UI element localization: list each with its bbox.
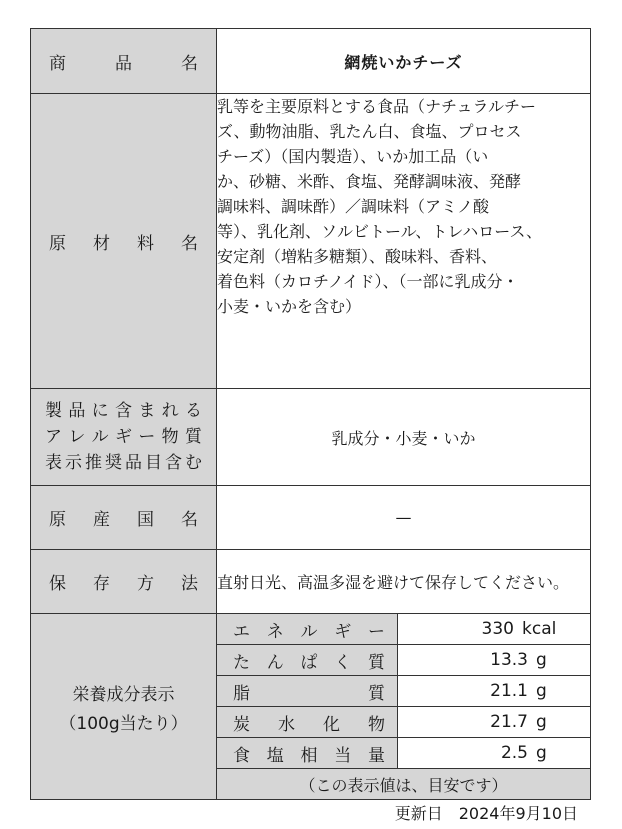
nutrition-row-fat [217, 676, 590, 707]
label-char: 保 [49, 574, 66, 594]
nutrient-amount: 2.5 g [398, 738, 591, 769]
nutrient-amount: 330 kcal [398, 614, 591, 645]
nutrition-facts [217, 614, 591, 800]
label-char: 国 [137, 510, 154, 530]
nutrient-name: 脂 質 [217, 676, 398, 707]
row-product-name [31, 29, 591, 94]
ingredients-line: 着色料（カロチノイド）、（一部に乳成分・ [217, 272, 519, 291]
ingredients-line: 乳等を主要原料とする食品（ナチュラルチー [217, 97, 537, 116]
nutrition-row-energy [217, 614, 590, 645]
origin-value: — [217, 486, 591, 550]
row-origin [31, 486, 591, 550]
allergen-label [31, 389, 217, 486]
label-char: 商 [49, 53, 66, 74]
updated-date: 更新日 2024年9月10日 [394, 804, 578, 823]
nutrition-table [217, 614, 590, 799]
label-char: 方 [137, 574, 154, 594]
ingredients-label [31, 94, 217, 389]
label-char: 原 [49, 510, 66, 530]
row-storage [31, 550, 591, 614]
nutrient-name: エ ネ ル ギ ー [217, 614, 398, 645]
label-char: 材 [93, 233, 110, 254]
nutrient-name: 炭 水 化 物 [217, 707, 398, 738]
ingredients-line: か、砂糖、米酢、食塩、発酵調味液、発酵 [217, 172, 522, 191]
label-char: 産 [93, 510, 110, 530]
label-char: 料 [137, 233, 154, 254]
label-char: 法 [181, 574, 198, 594]
nutrition-title: 栄養成分表示 [72, 684, 175, 705]
nutrition-row-carbohydrate [217, 707, 590, 738]
nutrient-name: 食 塩 相 当 量 [217, 738, 398, 769]
nutrition-label [31, 614, 217, 800]
nutrition-row-salt [217, 738, 590, 769]
storage-value: 直射日光、高温多湿を避けて保存してください。 [217, 550, 591, 614]
label-char: 品 [115, 53, 132, 74]
product-name-label [31, 29, 217, 94]
ingredients-line: 等）、乳化剤、ソルビトール、トレハロース、 [217, 222, 542, 241]
product-name-value: 網焼いかチーズ [217, 29, 591, 94]
ingredients-line: 安定剤（増粘多糖類）、酸味料、香料、 [217, 247, 498, 266]
food-label-table [30, 28, 591, 800]
storage-label [31, 550, 217, 614]
nutrition-row-protein [217, 645, 590, 676]
row-allergen [31, 389, 591, 486]
row-ingredients [31, 94, 591, 389]
label-char: 原 [49, 233, 66, 254]
ingredients-line: ズ、動物油脂、乳たん白、食塩、プロセス [217, 122, 522, 141]
label-char: 名 [181, 510, 198, 530]
ingredients-line: 小麦・いかを含む） [217, 297, 362, 316]
origin-label [31, 486, 217, 550]
label-char: 存 [93, 574, 110, 594]
row-nutrition [31, 614, 591, 800]
ingredients-value [217, 94, 591, 389]
label-char: 名 [181, 53, 198, 74]
ingredients-line: 調味料、調味酢）／調味料（アミノ酸 [217, 197, 490, 216]
nutrient-name: た ん ぱ く 質 [217, 645, 398, 676]
nutrient-amount: 21.7 g [398, 707, 591, 738]
food-label-sheet [30, 28, 591, 800]
allergen-label-line-3: 表 示 推 奨 品 目 含 む [45, 453, 202, 473]
allergen-label-line-1: 製 品 に 含 ま れ る [45, 401, 202, 421]
nutrient-amount: 21.1 g [398, 676, 591, 707]
nutrition-note: （この表示値は、目安です） [217, 769, 590, 800]
nutrition-basis: （100g当たり） [59, 713, 188, 734]
allergen-value: 乳成分・小麦・いか [217, 389, 591, 486]
ingredients-line: チーズ）（国内製造）、いか加工品（い [217, 147, 489, 166]
allergen-label-line-2: ア レ ル ギ ー 物 質 [45, 427, 202, 447]
nutrient-amount: 13.3 g [398, 645, 591, 676]
label-char: 名 [181, 233, 198, 254]
nutrition-note-row [217, 769, 590, 800]
